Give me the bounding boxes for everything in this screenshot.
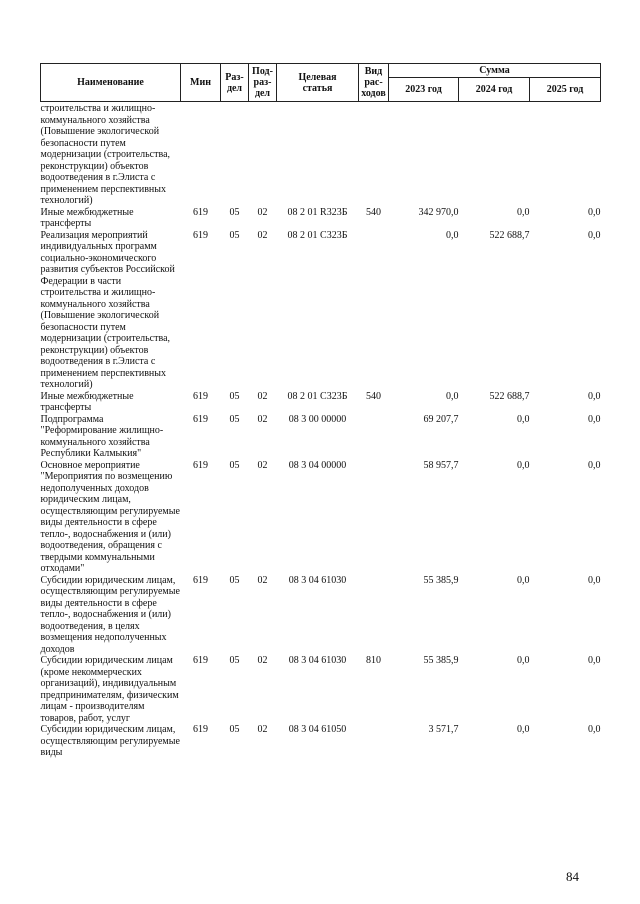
row-2025: 0,0 [588, 206, 601, 218]
row-vid [359, 575, 389, 656]
row-name: Субсидии юридическим лицам, осуществляющим регулируемые виды деятельности в сфере тепло-, водоснабжения и (или) водоотведения, в целях возмещения недополученных доходов [40, 574, 180, 655]
row-2024 [459, 102, 530, 207]
row-min: 619 [193, 655, 208, 666]
table-row [41, 724, 601, 759]
row-celevaya: 08 3 04 61050 [288, 724, 347, 735]
row-celevaya [277, 102, 359, 207]
row-podrazdel: 02 [257, 655, 268, 666]
row-2025: 0,0 [588, 724, 601, 735]
row-podrazdel: 02 [257, 724, 268, 735]
header-podrazdel: Под- раз- дел [249, 64, 277, 102]
table-row [41, 207, 601, 230]
row-name: Основное мероприятие "Мероприятия по возмещению недополученных доходов юридическим лицам, осуществляющим регулируемые виды деятельности в сфере тепло-, водоснабжения и (или) водоотведения, обращения с твердыми коммунальными отходами" [40, 459, 180, 574]
table-row [41, 655, 601, 724]
row-celevaya: 08 2 01 С323Б [287, 390, 348, 402]
row-celevaya: 08 3 04 61030 [288, 574, 347, 586]
row-vid: 540 [366, 390, 381, 402]
row-2024: 522 688,7 [489, 390, 530, 402]
row-razdel: 05 [229, 229, 240, 241]
row-2025: 0,0 [588, 229, 601, 241]
header-name: Наименование [41, 64, 181, 102]
row-2024: 0,0 [517, 574, 530, 586]
row-vid [359, 724, 389, 759]
row-2024: 0,0 [517, 206, 530, 218]
row-name: Иные межбюджетные трансферты [40, 390, 134, 413]
row-name: Иные межбюджетные трансферты [40, 206, 134, 229]
row-2025 [530, 102, 601, 207]
row-min: 619 [193, 459, 208, 471]
row-vid: 810 [366, 655, 381, 666]
header-min: Мин [181, 64, 221, 102]
table-row [41, 230, 601, 391]
row-razdel: 05 [229, 459, 240, 471]
row-razdel: 05 [229, 655, 240, 666]
row-name: Субсидии юридическим лицам (кроме некоммерческих организаций), индивидуальным предпринимателям, физическим лицам - производителям товаров, работ, услуг [40, 655, 179, 724]
row-2023: 0,0 [446, 229, 459, 241]
header-celevaya: Целевая статья [277, 64, 359, 102]
row-2023: 342 970,0 [418, 206, 459, 218]
row-2024: 0,0 [517, 413, 530, 425]
table-header [41, 64, 601, 102]
table-row [41, 575, 601, 656]
row-2024: 522 688,7 [489, 229, 530, 241]
header-2025: 2025 год [530, 78, 601, 102]
row-celevaya: 08 2 01 С323Б [287, 229, 348, 241]
row-2024: 0,0 [517, 655, 530, 666]
row-2023 [389, 102, 459, 207]
row-razdel [221, 102, 249, 207]
row-podrazdel: 02 [257, 413, 268, 425]
row-2025: 0,0 [588, 574, 601, 586]
row-2023: 55 385,9 [423, 655, 459, 666]
row-vid [359, 414, 389, 460]
row-2023: 0,0 [446, 390, 459, 402]
row-2025: 0,0 [588, 459, 601, 471]
row-celevaya: 08 3 04 00000 [288, 459, 347, 471]
row-2025: 0,0 [588, 413, 601, 425]
row-2023: 55 385,9 [423, 574, 459, 586]
header-2023: 2023 год [389, 78, 459, 102]
row-vid: 540 [366, 206, 381, 218]
budget-table [40, 63, 601, 759]
header-summa: Сумма [389, 64, 601, 78]
row-podrazdel [249, 102, 277, 207]
row-min: 619 [193, 724, 208, 735]
row-min: 619 [193, 229, 208, 241]
row-min: 619 [193, 413, 208, 425]
row-vid [359, 460, 389, 575]
table-row [41, 102, 601, 207]
table-row [41, 391, 601, 414]
table-row [41, 460, 601, 575]
row-razdel: 05 [229, 574, 240, 586]
row-2023: 69 207,7 [423, 413, 459, 425]
row-razdel: 05 [229, 413, 240, 425]
row-razdel: 05 [229, 390, 240, 402]
row-2025: 0,0 [588, 390, 601, 402]
row-razdel: 05 [229, 206, 240, 218]
table-row [41, 414, 601, 460]
row-2023: 3 571,7 [428, 724, 459, 735]
row-vid [359, 230, 389, 391]
row-2025: 0,0 [588, 655, 601, 666]
row-vid [359, 102, 389, 207]
row-2024: 0,0 [517, 724, 530, 735]
row-2023: 58 957,7 [423, 459, 459, 471]
page-number: 84 [566, 869, 579, 884]
row-celevaya: 08 3 00 00000 [288, 413, 347, 425]
row-celevaya: 08 2 01 R323Б [287, 206, 348, 218]
header-vid: Вид рас- ходов [359, 64, 389, 102]
row-podrazdel: 02 [257, 390, 268, 402]
row-podrazdel: 02 [257, 459, 268, 471]
row-podrazdel: 02 [257, 206, 268, 218]
row-name: Подпрограмма "Реформирование жилищно-коммунального хозяйства Республики Калмыкия" [40, 413, 164, 459]
row-min: 619 [193, 390, 208, 402]
header-razdel: Раз- дел [221, 64, 249, 102]
row-podrazdel: 02 [257, 574, 268, 586]
row-min: 619 [193, 206, 208, 218]
row-podrazdel: 02 [257, 229, 268, 241]
header-2024: 2024 год [459, 78, 530, 102]
row-name: Реализация мероприятий индивидуальных программ социально-экономического развития субъектов Российской Федерации в части строительства и жилищно-коммунального хозяйства (Повышение экологической безопасности путем модернизации (строительства, реконструкции) объектов водоотведения в г.Элиста с применением перспективных технологий) [40, 229, 175, 390]
row-name: Субсидии юридическим лицам, осуществляющим регулируемые виды [40, 724, 180, 758]
row-razdel: 05 [229, 724, 240, 735]
row-name: строительства и жилищно-коммунального хозяйства (Повышение экологической безопасности путем модернизации (строительства, реконструкции) объектов водоотведения в г.Элиста с применением перспективных технологий) [40, 103, 171, 206]
row-celevaya: 08 3 04 61030 [288, 655, 347, 666]
row-min [181, 102, 221, 207]
row-2024: 0,0 [517, 459, 530, 471]
row-min: 619 [193, 574, 208, 586]
